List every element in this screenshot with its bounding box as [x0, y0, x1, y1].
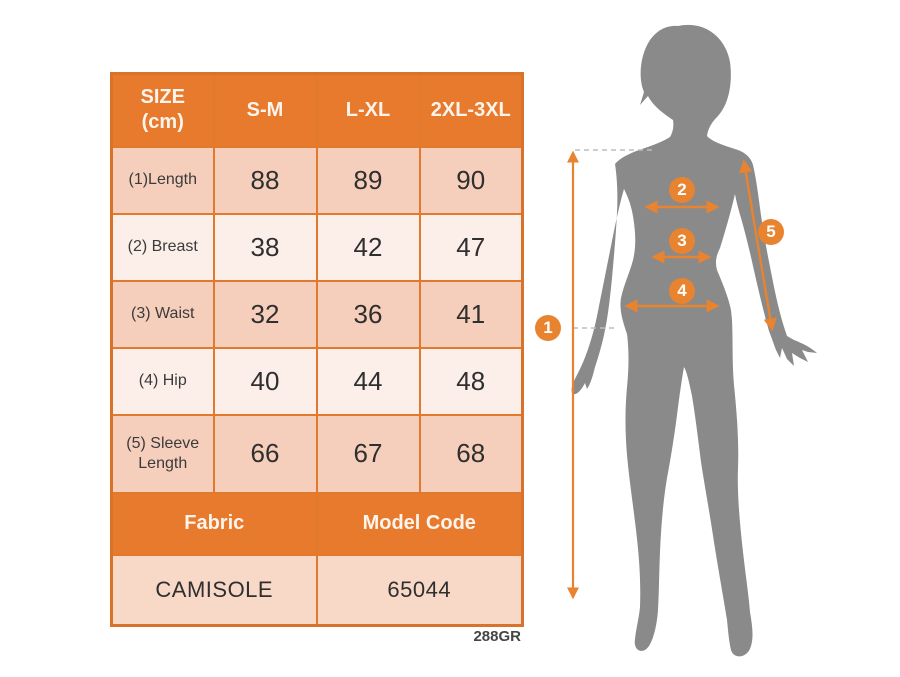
size-header-line2: (cm) — [141, 111, 184, 134]
model-code-value: 65044 — [317, 555, 523, 626]
fabric-header: Fabric — [112, 493, 317, 555]
marker-4-hip-badge: 4 — [669, 278, 695, 304]
waist-lxl: 36 — [317, 281, 420, 348]
waist-2xl3xl: 41 — [420, 281, 523, 348]
sleeve-2xl3xl: 68 — [420, 415, 523, 493]
weight-note: 288GR — [473, 628, 521, 645]
row-label-length: (1)Length — [112, 147, 214, 214]
table-row-breast — [112, 214, 523, 281]
female-body-silhouette — [572, 25, 817, 657]
body-silhouette-svg — [540, 10, 870, 670]
table-footer-header-row — [112, 493, 523, 555]
waist-sm: 32 — [214, 281, 317, 348]
sleeve-lxl: 67 — [317, 415, 420, 493]
breast-sm: 38 — [214, 214, 317, 281]
breast-2xl3xl: 47 — [420, 214, 523, 281]
column-header-2xl3xl: 2XL-3XL — [420, 74, 523, 147]
row-label-hip: (4) Hip — [112, 348, 214, 415]
marker-2-breast-badge: 2 — [669, 177, 695, 203]
length-2xl3xl: 90 — [420, 147, 523, 214]
row-label-sleeve-length: (5) Sleeve Length — [112, 415, 214, 493]
column-header-sm: S-M — [214, 74, 317, 147]
model-code-header: Model Code — [317, 493, 523, 555]
marker-5-sleeve-badge: 5 — [758, 219, 784, 245]
table-row-length — [112, 147, 523, 214]
size-table — [110, 72, 524, 627]
breast-lxl: 42 — [317, 214, 420, 281]
hip-sm: 40 — [214, 348, 317, 415]
table-row-waist — [112, 281, 523, 348]
marker-1-length-badge: 1 — [535, 315, 561, 341]
length-sm: 88 — [214, 147, 317, 214]
row-label-waist: (3) Waist — [112, 281, 214, 348]
column-header-lxl: L-XL — [317, 74, 420, 147]
row-label-breast: (2) Breast — [112, 214, 214, 281]
sleeve-measure-arrow — [744, 162, 772, 329]
marker-3-waist-badge: 3 — [669, 228, 695, 254]
hip-2xl3xl: 48 — [420, 348, 523, 415]
length-lxl: 89 — [317, 147, 420, 214]
table-footer-value-row — [112, 555, 523, 626]
measurement-figure — [540, 10, 870, 670]
sleeve-sm: 66 — [214, 415, 317, 493]
hip-lxl: 44 — [317, 348, 420, 415]
table-row-sleeve-length — [112, 415, 523, 493]
size-header-line1: SIZE — [140, 86, 185, 109]
size-unit-header — [112, 74, 214, 147]
fabric-value: CAMISOLE — [112, 555, 317, 626]
table-row-hip — [112, 348, 523, 415]
table-header-row — [112, 74, 523, 147]
